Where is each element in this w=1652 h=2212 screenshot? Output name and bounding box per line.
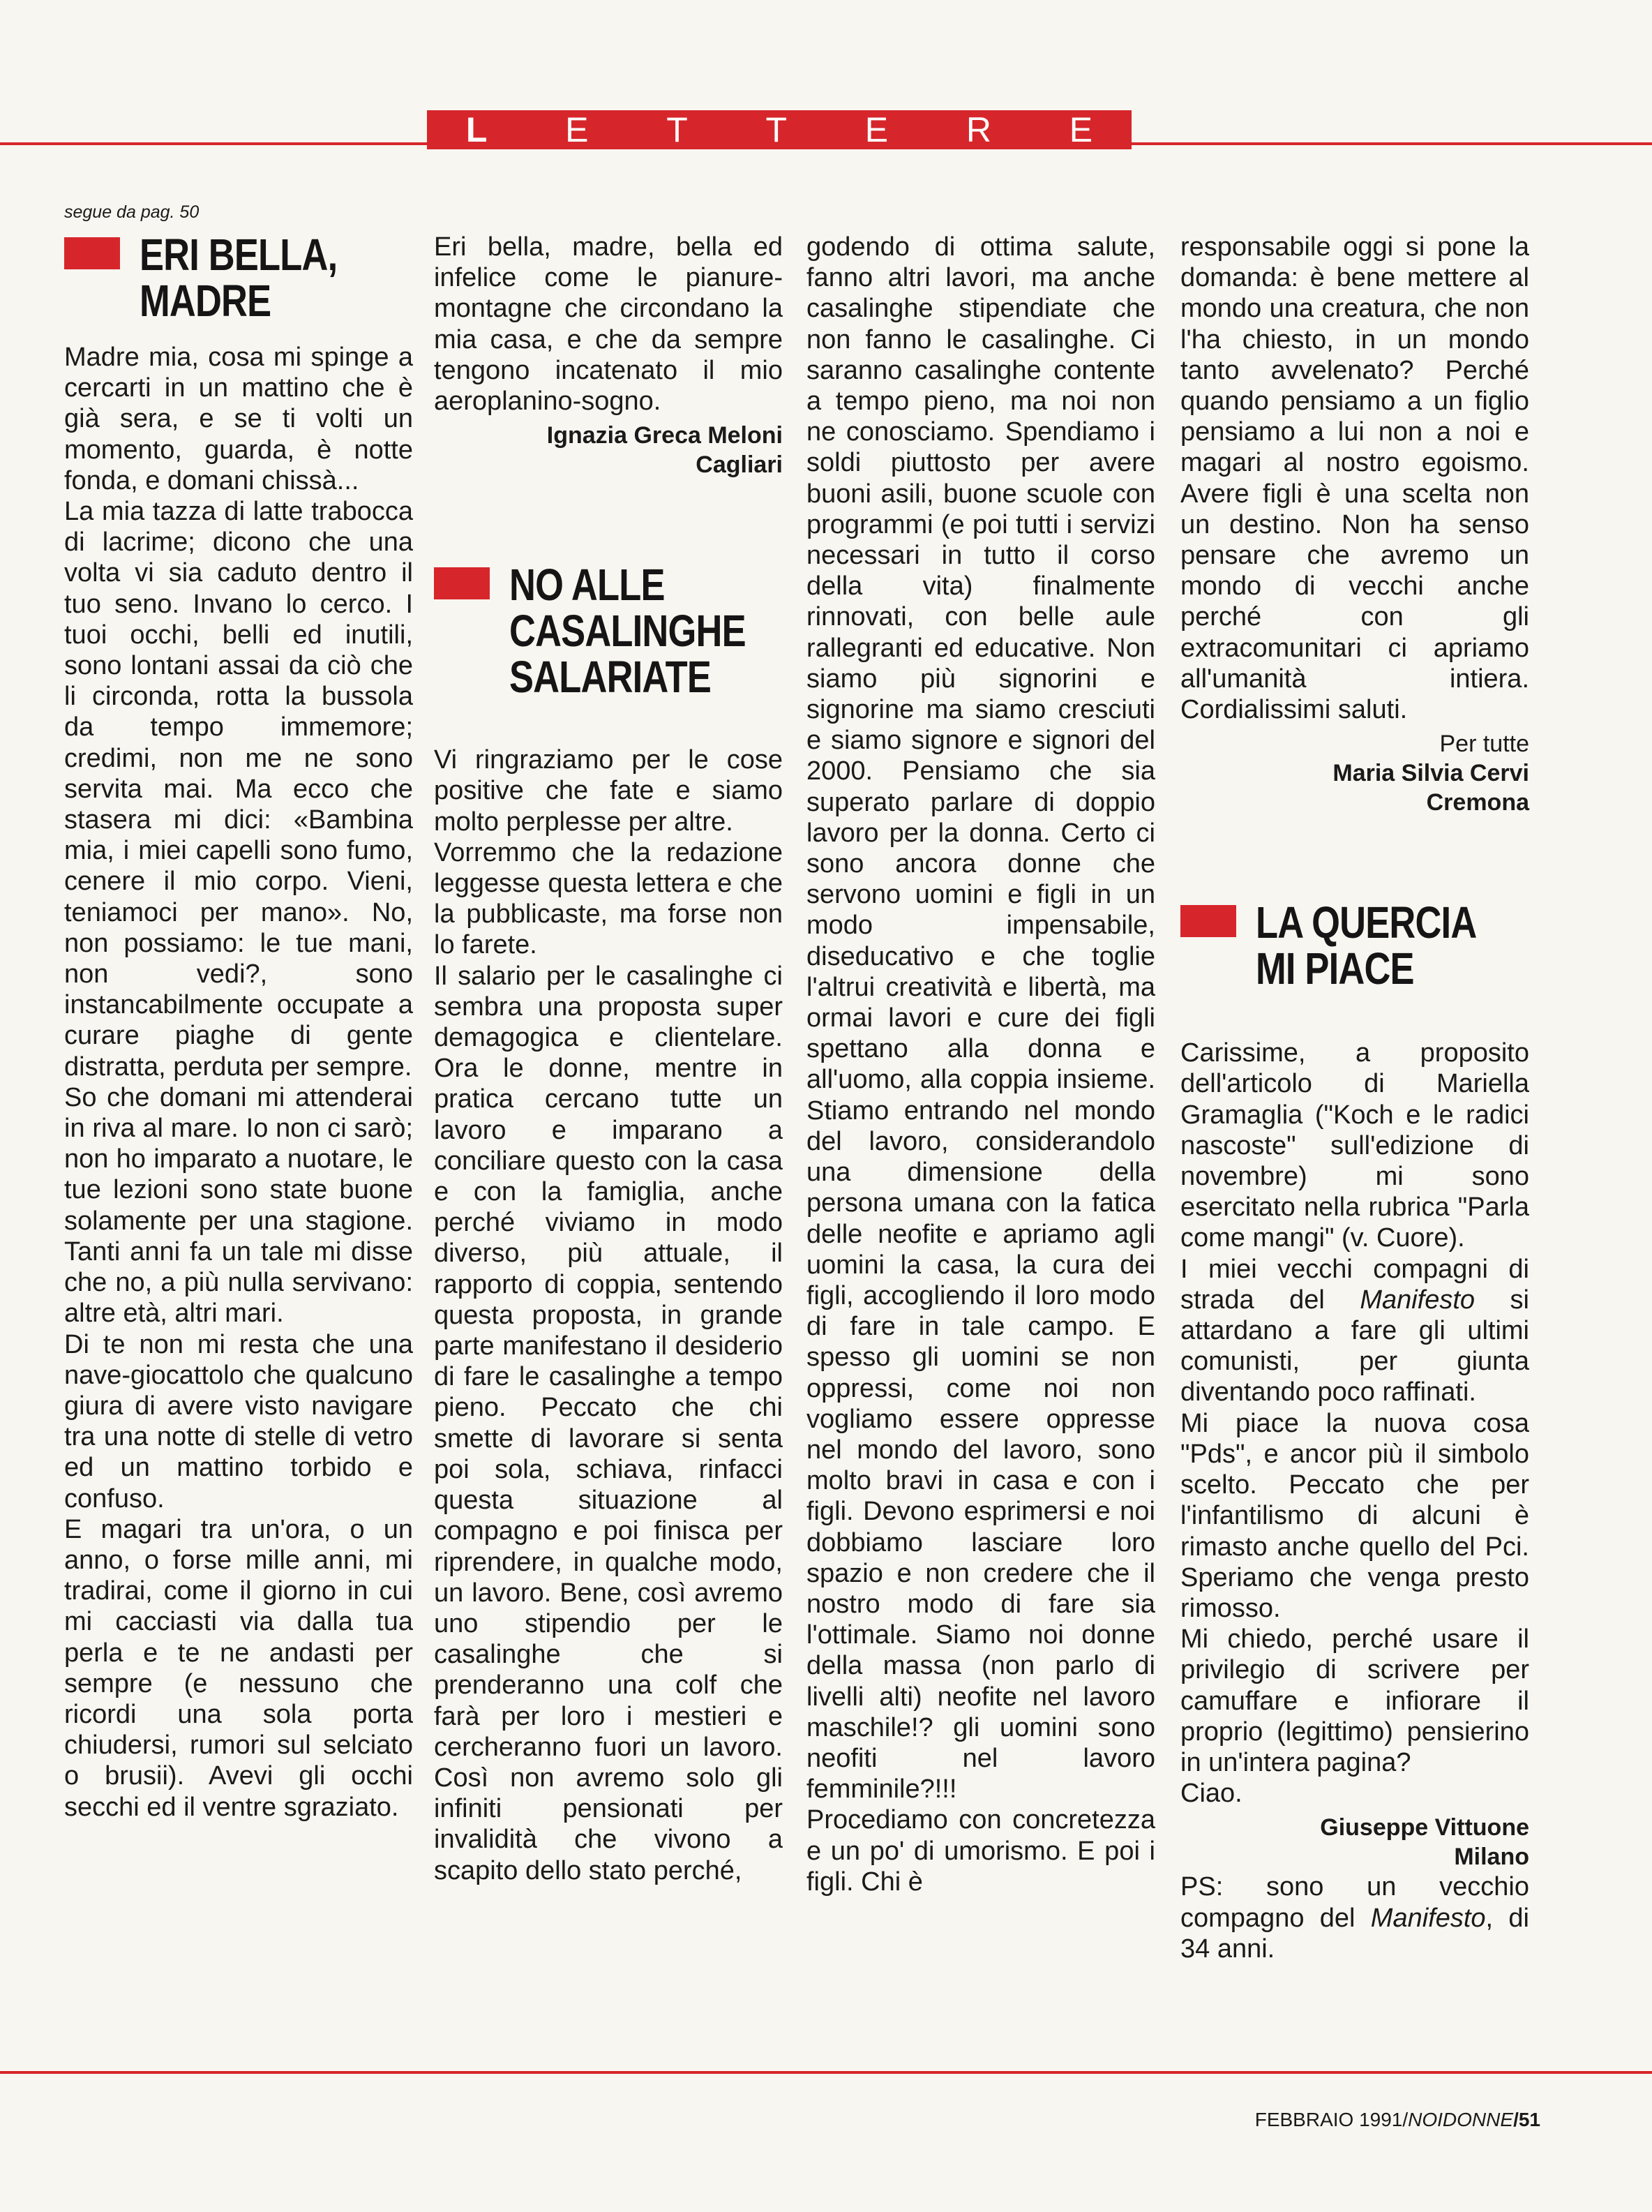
letter1-paragraph: So che domani mi attenderai in riva al mare. Io non ci sarò; non ho imparato a nuotare, le tue lezioni sono state buone solamente per una stagione. Tanti anni fa un tale mi disse che no, a più nulla servivano: altre età, altri mari. [64, 1082, 413, 1329]
letter3-paragraph: I miei vecchi compagni di strada del Manifesto si attardano a fare gli ultimi comunisti, per giunta diventando poco raffinati. [1180, 1254, 1529, 1407]
footer-date: FEBBRAIO 1991/ [1254, 2109, 1409, 2130]
page-footer [1255, 2109, 1540, 2131]
banner-letter: T [765, 110, 788, 149]
bottom-rule [0, 2071, 1652, 2074]
letter1-city: Cagliari [696, 451, 783, 479]
letter1-paragraph: Di te non mi resta che una nave-giocattolo che qualcuno giura di avere visto navigare tra una notte di stelle di vetro ed un mattino torbido e confuso. [64, 1329, 413, 1514]
section-banner [427, 110, 1132, 149]
letter1-heading [64, 232, 413, 324]
letter2-paragraph: Vi ringraziamo per le cose positive che fate e siamo molto perplesse per altre. [434, 745, 783, 837]
banner-letter: E [864, 110, 889, 149]
footer-magazine: NOIDONNE [1408, 2109, 1514, 2130]
letter2-heading [434, 560, 783, 703]
banner-letter: E [565, 110, 589, 149]
footer-page-number: /51 [1513, 2109, 1540, 2130]
letter2-paragraph: Il salario per le casalinghe ci sembra una proposta super demagogica e clientelare. Ora le donne, mentre in pratica cercano tutte un lavoro e imparano a conciliare questo con la casa e con la famiglia, anche perché viviamo in modo diverso, più attuale, il rapporto di coppia, sentendo questa proposta, in grande parte manifestano il desiderio di fare le casalinghe a tempo pieno. Peccato che chi smette di lavorare si senta poi sola, schiava, rinfacci questa situazione al compagno e poi finisca per riprendere, in qualche modo, un lavoro. Bene, così avremo uno stipendio per le casalinghe che si prenderanno una colf che farà per loro i mestieri e cercheranno fuori un lavoro. Così non avremo solo gli infiniti pensionati per invalidità che vivono a scapito dello stato perché, [434, 961, 783, 1885]
column-1 [64, 232, 413, 1823]
letter3-paragraph: Mi chiedo, perché usare il privilegio di scrivere per camuffare e infiorare il proprio (legittimo) pensierino in un'intera pagina? [1180, 1624, 1529, 1777]
letter3-postscript: PS: sono un vecchio compagno del Manifesto, di 34 anni. [1180, 1872, 1529, 1964]
letter2-paragraph: godendo di ottima salute, fanno altri lavori, ma anche casalinghe stipendiate che non fanno le casalinghe. Ci saranno casalinghe contente a tempo pieno, ma noi non ne conosciamo. Spendiamo i soldi piuttosto per avere buoni asili, buone scuole con programmi (e poi tutti i servizi necessari in tutto il corso della vita) finalmente rinnovati, con belle aule rallegranti ed educative. Non siamo più signorini e signorine ma siamo cresciuti e siamo signore e signori del 2000. Pensiamo che sia superato parlare di doppio lavoro per la donna. Certo ci sono ancora donne che servono uomini e figli in un modo impensabile, diseducativo e che toglie l'altrui creatività e libertà, ma ormai lavori e cure dei figli spettano alla donna e all'uomo, alla coppia insieme. Stiamo entrando nel mondo del lavoro, considerandolo una dimensione della persona umana con la fatica delle neofite e apriamo agli uomini la casa, la cura dei figli, accogliendo il loro modo di fare in tale campo. E spesso gli uomini se non oppressi, come noi non vogliamo essere oppresse nel mondo del lavoro, sono molto bravi in casa e con i figli. Devono esprimersi e noi dobbiamo lasciare loro spazio e non credere che il nostro modo di fare sia l'ottimale. Siamo noi donne della massa (non parlo di livelli alti) neofite nel lavoro maschile!? gli uomini sono neofiti nel lavoro femminile?!!! [806, 232, 1155, 1804]
letter1-paragraph: La mia tazza di latte trabocca di lacrime; dicono che una volta vi sia caduto dentro il tuo seno. Invano lo cerco. I tuoi occhi, belli ed inutili, sono lontani assai da ciò che li circonda, rotta la bussola da tempo immemore; credimi, non me ne sono servita mai. Ma ecco che stasera mi dici: «Bambina mia, i miei capelli sono fumo, cenere il mio corpo. Vieni, teniamoci per mano». No, non possiamo: le tue mani, non vedi?, sono instancabilmente occupate a curare piaghe di gente distratta, perduta per sempre. [64, 497, 413, 1082]
continued-from: segue da pag. 50 [64, 202, 200, 222]
banner-letter: L [465, 110, 488, 149]
letter1-title: ERI BELLA, MADRE [140, 230, 338, 326]
red-square-marker [64, 237, 120, 269]
banner-letter: E [1069, 110, 1093, 149]
letter2-paragraph: responsabile oggi si pone la domanda: è bene mettere al mondo una creatura, che non l'ha chiesto, in un mondo tanto avvelenato? Perché quando pensiamo a un figlio pensiamo a lui non a noi e magari al nostro egoismo. Avere figli è una scelta non un destino. Non ha senso pensare che avremo un mondo di vecchi anche perché con gli extracomunitari ci apriamo all'umanità intiera. Cordialissimi saluti. [1180, 232, 1529, 725]
column-3 [806, 232, 1155, 1897]
letter3-author: Giuseppe Vittuone [1320, 1814, 1529, 1841]
banner-letter: T [666, 110, 688, 149]
banner-letter: R [966, 110, 991, 149]
letter3-paragraph: Carissime, a proposito dell'articolo di Mariella Gramaglia ("Koch e le radici nascoste" sull'edizione di novembre) mi sono esercitato nella rubrica "Parla come mangi" (v. Cuore). [1180, 1038, 1529, 1253]
letter2-city: Cremona [1426, 789, 1529, 816]
letter3-paragraph: Mi piace la nuova cosa "Pds", e ancor più il simbolo scelto. Peccato che per l'infantilismo di alcuni è rimasto anche quello del Pci. Speriamo che venga presto rimosso. [1180, 1408, 1529, 1623]
letter1-paragraph: Madre mia, cosa mi spinge a cercarti in un mattino che è già sera, e se ti volti un momento, guarda, è notte fonda, e domani chissà... [64, 343, 413, 495]
letter2-signoff: Per tutte [1439, 731, 1529, 758]
column-4 [1180, 232, 1529, 1964]
letter1-continuation: Eri bella, madre, bella ed infelice come le pianure-montagne che circondano la mia casa, e che da sempre tengono incatenato il mio aeroplanino-sogno. [434, 232, 783, 417]
letter3-heading [1180, 899, 1529, 992]
letter2-title: NO ALLE CASALINGHE SALARIATE [509, 560, 746, 703]
letter3-title: LA QUERCIA MI PIACE [1256, 897, 1477, 994]
letter3-paragraph: Ciao. [1180, 1779, 1242, 1809]
letter2-paragraph: Procediamo con concretezza e un po' di umorismo. E poi i figli. Chi è [806, 1805, 1155, 1897]
column-2 [434, 232, 783, 1886]
letter1-paragraph: E magari tra un'ora, o un anno, o forse mille anni, mi tradirai, come il giorno in cui mi cacciasti via dalla tua perla e te ne andasti per sempre (e nessuno che ricordi una sola porta chiudersi, rumori sul selciato o brusii). Avevi gli occhi secchi ed il ventre sgraziato. [64, 1514, 413, 1822]
red-square-marker [1180, 905, 1236, 937]
letter1-author: Ignazia Greca Meloni [546, 422, 783, 449]
red-square-marker [434, 567, 490, 599]
letter2-author: Maria Silvia Cervi [1332, 760, 1529, 787]
letter3-city: Milano [1454, 1844, 1529, 1871]
letter2-paragraph: Vorremmo che la redazione leggesse questa lettera e che la pubblicaste, ma forse non lo farete. [434, 837, 783, 960]
